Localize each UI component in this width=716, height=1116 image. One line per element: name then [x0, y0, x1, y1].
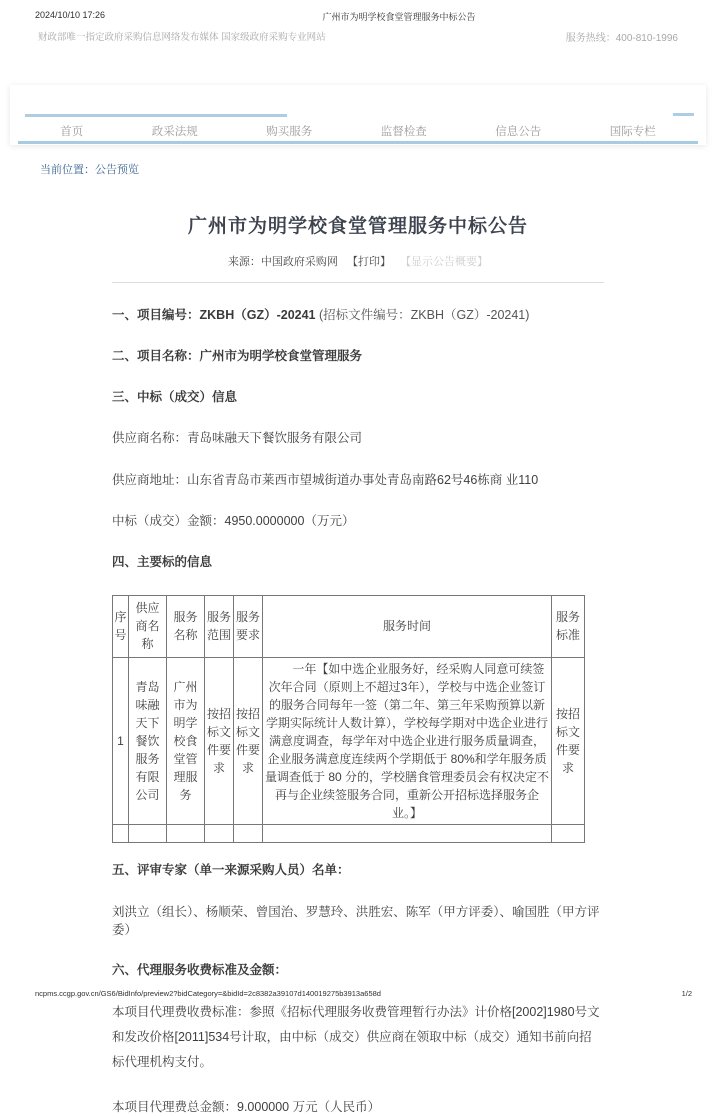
source-meta	[112, 253, 604, 269]
empty-cell	[167, 824, 205, 842]
subject-info-table	[112, 595, 585, 843]
section-project-number	[112, 306, 604, 324]
empty-cell	[552, 824, 585, 842]
empty-cell	[113, 824, 129, 842]
nav-item-home[interactable]: 首页	[60, 126, 84, 138]
table-empty-row	[113, 824, 585, 842]
breadcrumb-label: 当前位置：	[40, 164, 95, 176]
col-header-supplier: 供应商名称	[129, 595, 167, 657]
supplier-name-line: 供应商名称：青岛味融天下餐饮服务有限公司	[112, 431, 363, 446]
project-number-note: (招标文件编号：ZKBH（GZ）-20241)	[315, 308, 530, 322]
nav-accent-line	[25, 114, 287, 117]
cell-seq: 1	[113, 657, 129, 824]
table-header-row	[113, 595, 585, 657]
supplier-address-line: 供应商地址：山东省青岛市莱西市望城街道办事处青岛南路62号46栋商 业110	[112, 472, 539, 487]
print-header	[35, 10, 681, 24]
cell-standard: 按招标文件要求	[552, 657, 585, 824]
source-text: 来源：中国政府采购网	[227, 256, 338, 268]
section-agency-fee-heading: 六、代理服务收费标准及金额：	[112, 963, 288, 977]
page-title: 广州市为明学校食堂管理服务中标公告	[187, 216, 528, 237]
nav-item-announcements[interactable]: 信息公告	[495, 126, 542, 138]
title-divider	[112, 282, 604, 283]
cell-requirement: 按招标文件要求	[234, 657, 263, 824]
experts-names-line: 刘洪立（组长）、杨顺荣、曾国治、罗慧玲、洪胜宏、陈军（甲方评委）、喻国胜（甲方评委）	[112, 905, 600, 937]
nav-item-purchase-services[interactable]: 购买服务	[266, 126, 313, 138]
section-subject-heading: 四、主要标的信息	[112, 554, 213, 569]
nav-card	[10, 85, 706, 145]
col-header-scope: 服务范围	[205, 595, 234, 657]
show-summary-button[interactable]: 【显示公告概要】	[400, 256, 489, 268]
section-project-name: 二、项目名称：广州市为明学校食堂管理服务	[112, 349, 363, 364]
cell-service-time: 一年【如中选企业服务好，经采购人同意可续签次年合同（原则上不超过3年），学校与中选企业签订的服务合同每年一签（第二年、第三年采购预算以新学期实际统计人数计算），学校每学期对中选企业进行满意度调查，每学年对中选企业进行服务质量调查，企业服务满意度连续两个学期低于 80%和学年服务质量调查低于 80 分的，学校膳食管理委员会有权决定不再与企业续签服务合同，重新公开招标选择服务企业。】	[263, 657, 552, 824]
breadcrumb	[40, 161, 139, 177]
main-nav	[26, 119, 690, 143]
site-slogan: 财政部唯一指定政府采购信息网络发布媒体 国家级政府采购专业网站	[38, 32, 326, 43]
award-amount-line: 中标（成交）金额：4950.0000000（万元）	[112, 513, 355, 528]
print-doc-title: 广州市为明学校食堂管理服务中标公告	[322, 12, 476, 22]
service-hotline: 服务热线：400-810-1996	[565, 33, 678, 44]
nav-item-international[interactable]: 国际专栏	[609, 126, 656, 138]
section-award-info-heading: 三、中标（成交）信息	[112, 390, 238, 405]
nav-item-regulations[interactable]: 政采法规	[151, 126, 198, 138]
announcement-content	[112, 205, 604, 1116]
project-number-text: 一、项目编号：ZKBH（GZ）-20241	[112, 308, 316, 322]
nav-item-supervision[interactable]: 监督检查	[380, 126, 427, 138]
table-row	[113, 657, 585, 824]
print-button[interactable]: 【打印】	[347, 256, 391, 268]
empty-cell	[263, 824, 552, 842]
empty-cell	[129, 824, 167, 842]
empty-cell	[205, 824, 234, 842]
cell-scope: 按招标文件要求	[205, 657, 234, 824]
nav-underline	[18, 141, 698, 144]
site-header	[38, 29, 678, 43]
print-timestamp: 2024/10/10 17:26	[35, 10, 106, 20]
cell-supplier: 青岛味融天下餐饮服务有限公司	[129, 657, 167, 824]
page-number: 1/2	[681, 989, 692, 998]
page-url: ncpms.ccgp.gov.cn/GS6/BidInfo/preview2?bidCategory=&bidId=2c8382a39107d140019275b3913a658d	[35, 989, 381, 998]
cell-service-name: 广州市为明学校食堂管理服务	[167, 657, 205, 824]
empty-cell	[234, 824, 263, 842]
breadcrumb-current[interactable]: 公告预览	[95, 164, 139, 176]
agency-fee-standard-line: 本项目代理费收费标准：参照《招标代理服务收费管理暂行办法》计价格[2002]1980号文和发改价格[2011]534号计取，由中标（成交）供应商在领取中标（成交）通知书前向招标代理机构支付。	[112, 1005, 600, 1070]
section-experts-heading: 五、评审专家（单一来源采购人员）名单：	[112, 862, 350, 877]
col-header-requirement: 服务要求	[234, 595, 263, 657]
col-header-standard: 服务标准	[552, 595, 585, 657]
col-header-service-time: 服务时间	[263, 595, 552, 657]
nav-accent-dash	[673, 113, 694, 116]
col-header-seq: 序号	[113, 595, 129, 657]
col-header-service-name: 服务名称	[167, 595, 205, 657]
agency-fee-total-line: 本项目代理费总金额：9.000000 万元（人民币）	[112, 1100, 381, 1115]
